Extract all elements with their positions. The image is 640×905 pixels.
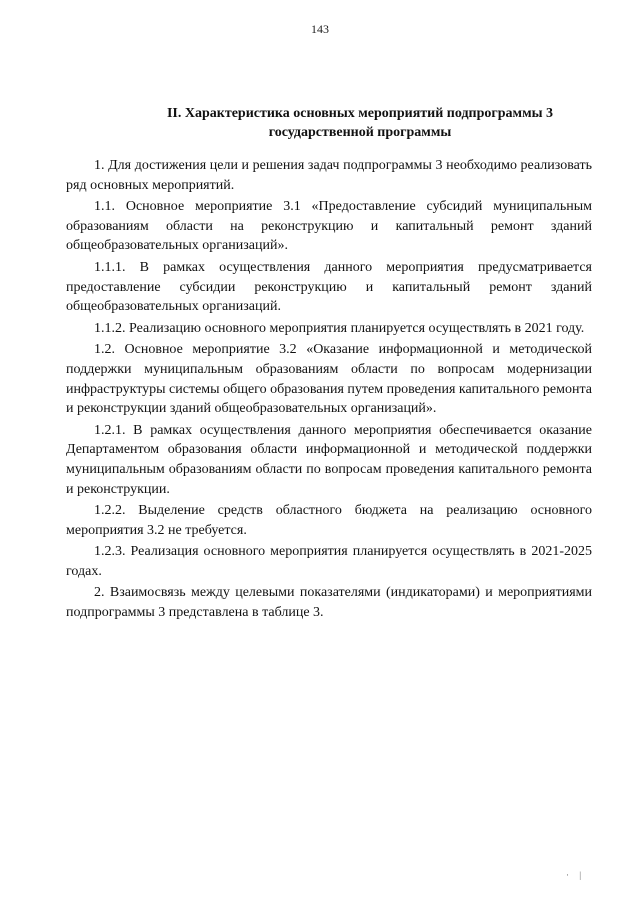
section-heading [150, 104, 570, 142]
paragraph-1-2-3: 1.2.3. Реализация основного мероприятия планируется осуществлять в 2021-2025 годах. [66, 544, 592, 579]
paragraph-1-1: 1.1. Основное мероприятие 3.1 «Предоставление субсидий муниципальным образованиям области на реконструкцию и капитальный ремонт зданий общеобразовательных организаций». [66, 199, 592, 254]
body-text [66, 156, 592, 625]
margin-mark: · | [566, 870, 586, 880]
page-number: 143 [311, 22, 329, 36]
paragraph-1-1-2: 1.1.2. Реализацию основного мероприятия планируется осуществлять в 2021 году. [94, 320, 585, 336]
paragraph-2: 2. Взаимосвязь между целевыми показателями (индикаторами) и мероприятиями подпрограммы 3 представлена в таблице 3. [66, 585, 592, 621]
paragraph-1-2-1: 1.2.1. В рамках осуществления данного мероприятия обеспечивается оказание Департаментом образования области информационной и методической поддержки муниципальным образованиям области по вопросам проведения капитального ремонта и реконструкции. [66, 422, 592, 497]
paragraph-1: 1. Для достижения цели и решения задач подпрограммы 3 необходимо реализовать ряд основных мероприятий. [66, 158, 592, 193]
paragraph-1-2: 1.2. Основное мероприятие 3.2 «Оказание информационной и методической поддержки муниципальным образованиям области по вопросам модернизации инфраструктуры системы общего образования путем проведения капитального ремонта и реконструкции зданий общеобразовательных организаций». [66, 342, 592, 417]
heading-line-2: государственной программы [268, 125, 452, 140]
paragraph-1-2-2: 1.2.2. Выделение средств областного бюджета на реализацию основного мероприятия 3.2 не требуется. [66, 503, 592, 538]
paragraph-1-1-1: 1.1.1. В рамках осуществления данного мероприятия предусматривается предоставление субсидии реконструкцию и капитальный ремонт зданий общеобразовательных организаций. [66, 259, 592, 315]
heading-line-1: II. Характеристика основных мероприятий подпрограммы 3 [166, 106, 554, 121]
